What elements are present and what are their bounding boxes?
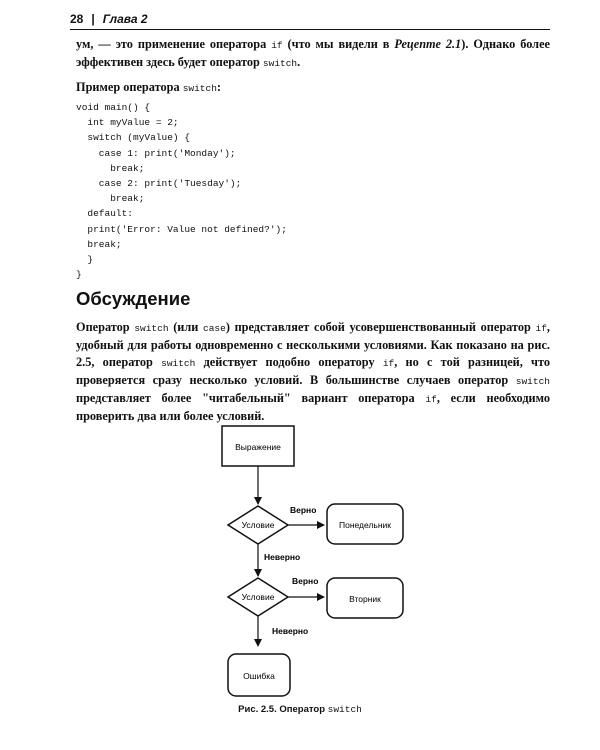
inline-code: switch [182, 83, 217, 94]
inline-code: case [203, 323, 226, 334]
caption-text: Рис. 2.5. Оператор [238, 704, 328, 715]
code-line: void main() { [76, 102, 151, 113]
text-run: . [297, 55, 301, 69]
section-title: Обсуждение [76, 288, 191, 309]
inline-code: if [425, 394, 437, 405]
text-run: действует подобно оператору [195, 355, 383, 369]
text-run: Пример оператора [76, 80, 183, 94]
page-number: 28 [70, 12, 84, 26]
code-line: default: [76, 208, 134, 220]
false2-label: Неверно [272, 626, 309, 636]
text-run: представляет более "читабельный" вариант оператора [76, 391, 426, 405]
code-line: } [76, 254, 94, 266]
text-run: (что мы видели в [282, 37, 395, 51]
inline-code: if [382, 358, 395, 369]
code-line: case 1: print('Monday'); [76, 147, 236, 159]
inline-code: switch [134, 323, 169, 334]
condition1-label: Условие [241, 520, 275, 530]
text-run: ) представляет собой усовершенствованный оператор [225, 320, 536, 334]
tuesday-label: Вторник [349, 594, 381, 604]
text-run: ). Однако более эффективен здесь будет оператор [76, 37, 550, 69]
discussion-paragraph [76, 319, 550, 425]
monday-label: Понедельник [338, 520, 392, 530]
text-run: , но с той разницей, что проверяется сразу несколько условий. В большинстве случаев оператор [76, 355, 551, 387]
text-run: , удобный для работы одновременно с несколькими условиями. Как показано на рис. 2.5, оператор [76, 320, 550, 369]
intro-paragraph [76, 36, 550, 72]
code-line: break; [76, 193, 145, 205]
false1-label: Неверно [264, 552, 301, 562]
code-line: break; [76, 238, 122, 250]
text-run: , если необходимо проверить два или более условий. [76, 391, 550, 423]
figure-caption [150, 704, 450, 715]
chapter-title: Глава 2 [102, 12, 148, 26]
code-line: } [76, 269, 82, 281]
code-line: case 2: print('Tuesday'); [76, 178, 242, 190]
inline-code: switch [515, 376, 550, 387]
inline-code: switch [262, 58, 298, 69]
example-heading [76, 79, 550, 97]
text-run: (или [168, 320, 204, 334]
condition2-label: Условие [241, 592, 275, 602]
text-run: Оператор [76, 320, 135, 334]
true1-label: Верно [290, 505, 317, 515]
code-line: switch (myValue) { [76, 132, 191, 144]
text-run: ум, — это применение оператора [76, 37, 272, 51]
true2-label: Верно [292, 576, 319, 586]
inline-code: switch [161, 358, 196, 369]
inline-code: if [535, 323, 547, 334]
page-header [70, 12, 550, 30]
code-line: int myValue = 2; [76, 117, 179, 129]
code-line: print('Error: Value not defined?'); [76, 223, 287, 235]
caption-code: switch [327, 704, 362, 715]
recipe-reference: Рецепте 2.1 [394, 37, 462, 51]
switch-flowchart [200, 418, 440, 700]
text-run: : [216, 80, 222, 94]
code-listing [76, 100, 550, 282]
error-label: Ошибка [243, 671, 275, 681]
inline-code: if [271, 40, 283, 51]
header-separator: | [91, 12, 95, 26]
code-line: break; [76, 162, 145, 174]
expression-label: Выражение [235, 442, 281, 452]
